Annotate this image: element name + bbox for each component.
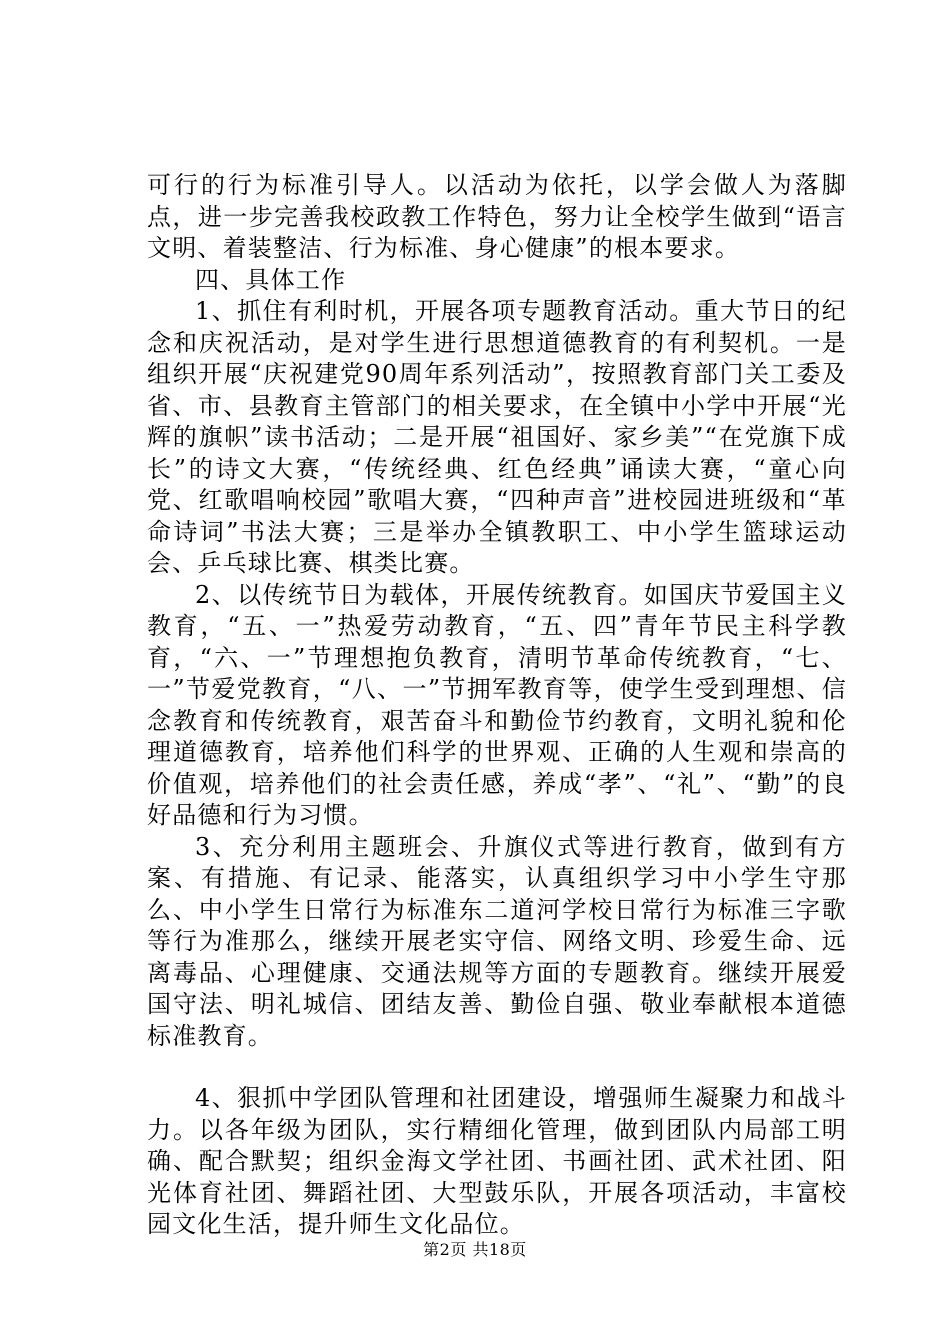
document-body bbox=[147, 170, 847, 1241]
section-heading: 四、具体工作 bbox=[195, 265, 347, 294]
paragraph-item-2: 2、以传统节日为载体，开展传统教育。如国庆节爱国主义教育，“五、一”热爱劳动教育，“五、四”青年节民主科学教育，“六、一”节理想抱负教育，清明节革命传统教育，“七、一”节爱党教育，“八、一”节拥军教育等，使学生受到理想、信念教育和传统教育，艰苦奋斗和勤俭节约教育，文明礼貌和伦理道德教育，培养他们科学的世界观、正确的人生观和崇高的价值观，培养他们的社会责任感，养成“孝”、“礼”、“勤”的良好品德和行为习惯。 bbox=[147, 580, 847, 829]
paragraph-item-3: 3、充分利用主题班会、升旗仪式等进行教育，做到有方案、有措施、有记录、能落实，认真组织学习中小学生守那么、中小学生日常行为标准东二道河学校日常行为标准三字歌等行为准那么，继续开展老实守信、网络文明、珍爱生命、远离毒品、心理健康、交通法规等方面的专题教育。继续开展爱国守法、明礼城信、团结友善、勤俭自强、敬业奉献根本道德标准教育。 bbox=[147, 832, 847, 1050]
paragraph-item-4: 4、狠抓中学团队管理和社团建设，增强师生凝聚力和战斗力。以各年级为团队，实行精细化管理，做到团队内局部工明确、配合默契；组织金海文学社团、书画社团、武术社团、阳光体育社团、舞蹈社团、大型鼓乐队，开展各项活动，丰富校园文化生活，提升师生文化品位。 bbox=[147, 1084, 847, 1238]
paragraph-item-1: 1、抓住有利时机，开展各项专题教育活动。重大节日的纪念和庆祝活动，是对学生进行思想道德教育的有利契机。一是组织开展“庆祝建党90周年系列活动”，按照教育部门关工委及省、市、县教育主管部门的相关要求，在全镇中小学中开展“光辉的旗帜”读书活动；二是开展“祖国好、家乡美”“在党旗下成长”的诗文大赛，“传统经典、红色经典”诵读大赛，“童心向党、红歌唱响校园”歌唱大赛，“四种声音”进校园进班级和“革命诗词”书法大赛；三是举办全镇教职工、中小学生篮球运动会、乒乓球比赛、棋类比赛。 bbox=[147, 297, 847, 577]
paragraph-continuation: 可行的行为标准引导人。以活动为依托，以学会做人为落脚点，进一步完善我校政教工作特色，努力让全校学生做到“语言文明、着装整洁、行为标准、身心健康”的根本要求。 bbox=[147, 171, 847, 262]
page-number-footer: 第2页 共18页 bbox=[423, 1240, 527, 1259]
